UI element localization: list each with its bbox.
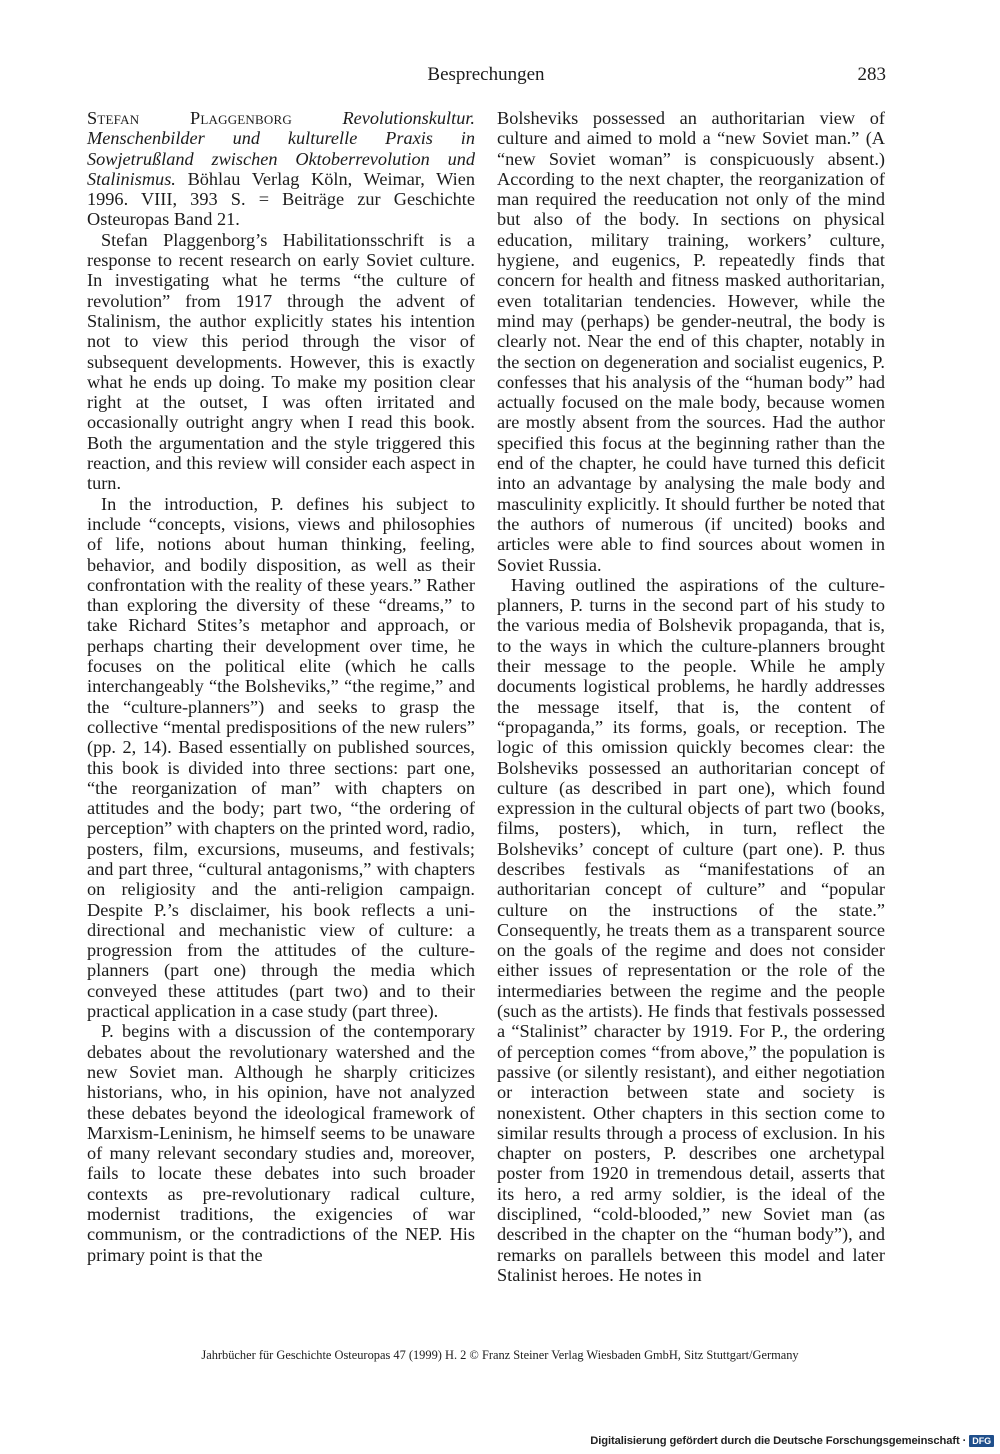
bibliographic-entry: [87, 108, 475, 230]
left-column: [87, 108, 475, 1265]
journal-imprint: Jahrbücher für Geschichte Osteuropas 47 (1999) H. 2 © Franz Steiner Verlag Wiesbaden GmbH, Sitz Stuttgart/Germany: [201, 1348, 799, 1362]
right-paragraph-2: Having outlined the aspirations of the culture-planners, P. turns in the second part of his study to the various media of Bolshevik propaganda, that is, to the ways in which the culture-planners brought their message to the people. While he amply documents logistical problems, he hardly addresses the message itself, that is, the content of “propaganda,” its forms, goals, or reception. The logic of this omission quickly becomes clear: the Bolsheviks possessed an authoritarian concept of culture (as described in part one), which found expression in the cultural objects of part two (books, films, posters), which, in turn, reflect the Bolsheviks’ concept of culture (part one). P. thus describes festivals as “manifestations of an authoritarian concept of culture” and “popular culture on the instructions of the state.” Consequently, he treats them as a transparent source on the goals of the regime and does not consider either issues of representation or the role of the intermediaries between the regime and the people (such as the artists). He finds that festivals possessed a “Stalinist” character by 1919. For P., the ordering of perception comes “from above,” the population is passive (or silently resistant), and either negotiation or interaction between state and society is nonexistent. Other chapters in this section come to similar results through a process of exclusion. In his chapter on posters, P. describes one archetypal poster from 1920 in tremendous detail, asserts that its hero, a red army soldier, is the ideal of the disciplined, “cold-blooded,” new Soviet man (as described in the chapter on the “human body”), and remarks on parallels between this model and later Stalinist heroes. He notes in: [497, 574, 885, 1285]
page-number: 283: [857, 64, 886, 85]
publication-details: Böhlau Verlag Köln, Weimar, Wien 1996. VIII, 393 S. = Beiträge zur Geschichte Osteuropas Band 21.: [87, 168, 475, 230]
left-paragraph-1: Stefan Plaggenborg’s Habilitationsschrift is a response to recent research on early Soviet culture. In investigating what he terms “the culture of revolution” from 1917 through the advent of Stalinism, the author explicitly states his intention not to view this period through the visor of subsequent developments. However, this is exactly what he ends up doing. To make my position clear right at the outset, I was often irritated and occasionally outright angry when I read this book. Both the argumentation and the style triggered this reaction, and this review will consider each aspect in turn.: [87, 229, 475, 494]
dfg-logo-icon: DFG: [969, 1435, 994, 1447]
left-paragraph-3: P. begins with a discussion of the contemporary debates about the revolutionary watershed and the new Soviet man. Although he sharply criticizes historians, who, in his opinion, have not analyzed these debates beyond the ideological framework of Marxism-Leninism, he himself seems to be unaware of many relevant secondary studies and, moreover, fails to locate these debates into such broader contexts as pre-revolutionary radical culture, modernist traditions, the exigencies of war communism, or the contradictions of the NEP. His primary point is that the: [87, 1021, 475, 1265]
right-column: [497, 108, 885, 1285]
right-paragraph-1: Bolsheviks possessed an authoritarian view of culture and aimed to mold a “new Soviet man.” (A “new Soviet woman” is conspicuously absent.) According to the next chapter, the reorganization of man required the reeducation not only of the mind but also of the body. In sections on physical education, military training, workers’ culture, hygiene, and eugenics, P. repeatedly finds that concern for health and fitness masked authoritarian, even totalitarian tendencies. However, while the mind may (perhaps) be gender-neutral, the body is clearly not. Near the end of this chapter, notably in the section on degeneration and socialist eugenics, P. confesses that his analysis of the “human body” had actually focused on the male body, because women are mostly absent from the sources. Had the author specified this focus at the beginning rather than the end of the chapter, he could have turned this deficit into an advantage by analysing the male body and masculinity explicitly. It should further be noted that the authors of numerous (if uncited) books and articles were able to find sources about women in Soviet Russia.: [497, 108, 885, 575]
reviewed-title: Revolutionskultur. Menschenbilder und kulturelle Praxis in Sowjetrußland zwischen Oktoberrevolution und Stalinismus.: [87, 108, 475, 189]
running-title: Besprechungen: [427, 64, 545, 85]
running-head: [0, 60, 1000, 90]
reviewed-author: Stefan Plaggenborg: [87, 108, 292, 128]
credit-text: Digitalisierung gefördert durch die Deutsche Forschungsgemeinschaft ·: [590, 1435, 967, 1447]
digitization-credit: [590, 1433, 994, 1449]
left-paragraph-2: In the introduction, P. defines his subject to include “concepts, visions, views and philosophies of life, notions about human thinking, feeling, behavior, and bodily disposition, as well as their confrontation with the reality of these years.” Rather than exploring the diversity of these “dreams,” to take Richard Stites’s metaphor and approach, or perhaps charting their development over time, he focuses on the political elite (which he calls interchangeably “the Bolsheviks,” “the regime,” and the “culture-planners”) and seeks to grasp the collective “mental predispositions of the new rulers” (pp. 2, 14). Based essentially on published sources, this book is divided into three sections: part one, “the reorganization of man” with chapters on attitudes and the body; part two, “the ordering of perception” with chapters on the printed word, radio, posters, film, excursions, museums, and festivals; and part three, “cultural antagonisms,” with chapters on religiosity and the anti-religion campaign. Despite P.’s disclaimer, his book reflects a uni-directional and mechanistic view of culture: a progression from the attitudes of the culture-planners (part one) through the media which conveyed these attitudes (part two) and to their practical application in a case study (part three).: [87, 493, 475, 1022]
